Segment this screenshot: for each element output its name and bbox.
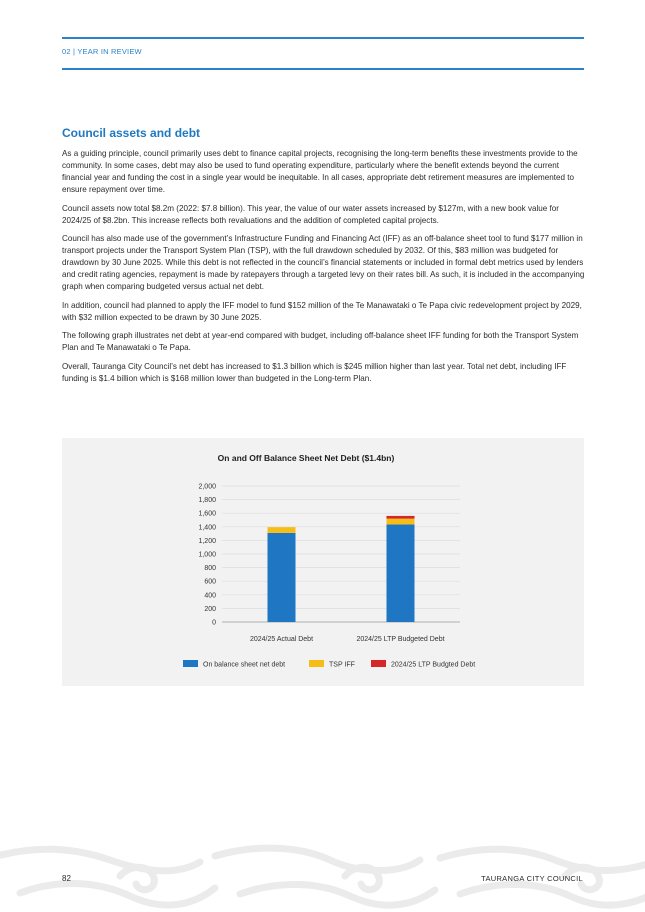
chart-gridlines: [222, 486, 460, 622]
bar-segment: [268, 527, 296, 533]
bar-segment: [387, 524, 415, 622]
paragraph: In addition, council had planned to apply the IFF model to fund $152 million of the Te Manawataki o Te Papa civic redevelopment project by 2029, with $32 million expected to be drawn by 30 June 2025.: [62, 300, 582, 322]
legend-swatch: [309, 660, 324, 667]
footer-organisation: TAURANGA CITY COUNCIL: [481, 874, 583, 883]
bar-segment: [387, 516, 415, 519]
paragraph: Council has also made use of the government’s Infrastructure Funding and Financing Act (IFF) as an off-balance sheet tool to fund $177 million in transport projects under the Transport System Plan (TSP), with the full drawdown scheduled by 2032. Of this, $83 million was budgeted for drawdown by 30 June 2025. While this debt is not reflected in the council’s financial statements or included in formal debt metrics used by lenders and credit rating agencies, repayment is made by ratepayers through a targeted levy on their rates bill. As such, it is included in the accompanying graph when comparing budgeted versus actual net debt.: [62, 234, 585, 291]
chart-panel: [62, 438, 584, 686]
y-tick-label: 0: [212, 619, 216, 627]
section-label: 02 | YEAR IN REVIEW: [62, 47, 142, 56]
header-rule-top: [62, 37, 584, 39]
x-tick-label: 2024/25 LTP Budgeted Debt: [356, 636, 445, 643]
y-tick-label: 1,200: [198, 537, 216, 545]
net-debt-chart: [62, 438, 584, 686]
legend-label: 2024/25 LTP Budgted Debt: [391, 661, 476, 669]
bar-segment: [387, 519, 415, 525]
section-heading: Council assets and debt: [62, 126, 201, 140]
paragraph: Council assets now total $8.2m (2022: $7.8 billion). This year, the value of our water assets increased by $127m, with a new book value for 2024/25 of $8.2bn. This increase reflects both revaluations and the addition of completed capital projects.: [62, 203, 559, 225]
bar-segment: [268, 533, 296, 622]
paragraph: As a guiding principle, council primarily uses debt to finance capital projects, recognising the long-term benefits these investments provide to the community. In some cases, debt may also be used to fund operating expenditure, particularly where the benefit extends beyond the current financial year and funding the cost in a single year would be inequitable. In all cases, appropriate debt retirement measures are implemented to ensure repayment over time.: [62, 149, 578, 194]
header-rule-bottom: [62, 68, 584, 70]
legend-swatch: [183, 660, 198, 667]
y-tick-label: 200: [204, 605, 216, 613]
paragraph: The following graph illustrates net debt at year-end compared with budget, including off-balance sheet IFF funding for both the Transport System Plan and Te Manawataki o Te Papa.: [62, 331, 579, 352]
y-tick-label: 800: [204, 565, 216, 573]
y-tick-label: 1,000: [198, 551, 216, 559]
chart-legend: [183, 660, 475, 668]
x-tick-label: 2024/25 Actual Debt: [249, 636, 314, 643]
legend-label: TSP IFF: [329, 661, 355, 669]
paragraph: Overall, Tauranga City Council’s net debt has increased to $1.3 billion which is $245 million higher than last year. Total net debt, including IFF funding is $1.4 billion which is $168 million lower than budgeted in the Long-term Plan.: [62, 361, 567, 383]
y-tick-label: 2,000: [198, 483, 216, 491]
y-tick-label: 400: [204, 592, 216, 600]
y-tick-label: 600: [204, 578, 216, 586]
y-axis-ticks: [198, 484, 216, 627]
chart-bars: [268, 516, 415, 622]
y-tick-label: 1,400: [198, 524, 216, 532]
body-text: [62, 148, 587, 391]
y-tick-label: 1,800: [198, 497, 216, 505]
legend-label: On balance sheet net debt: [203, 661, 286, 669]
y-tick-label: 1,600: [198, 510, 216, 518]
x-axis-labels: [250, 636, 445, 643]
page-number: 82: [62, 874, 71, 883]
chart-title: On and Off Balance Sheet Net Debt ($1.4bn): [217, 453, 395, 463]
legend-swatch: [371, 660, 386, 667]
